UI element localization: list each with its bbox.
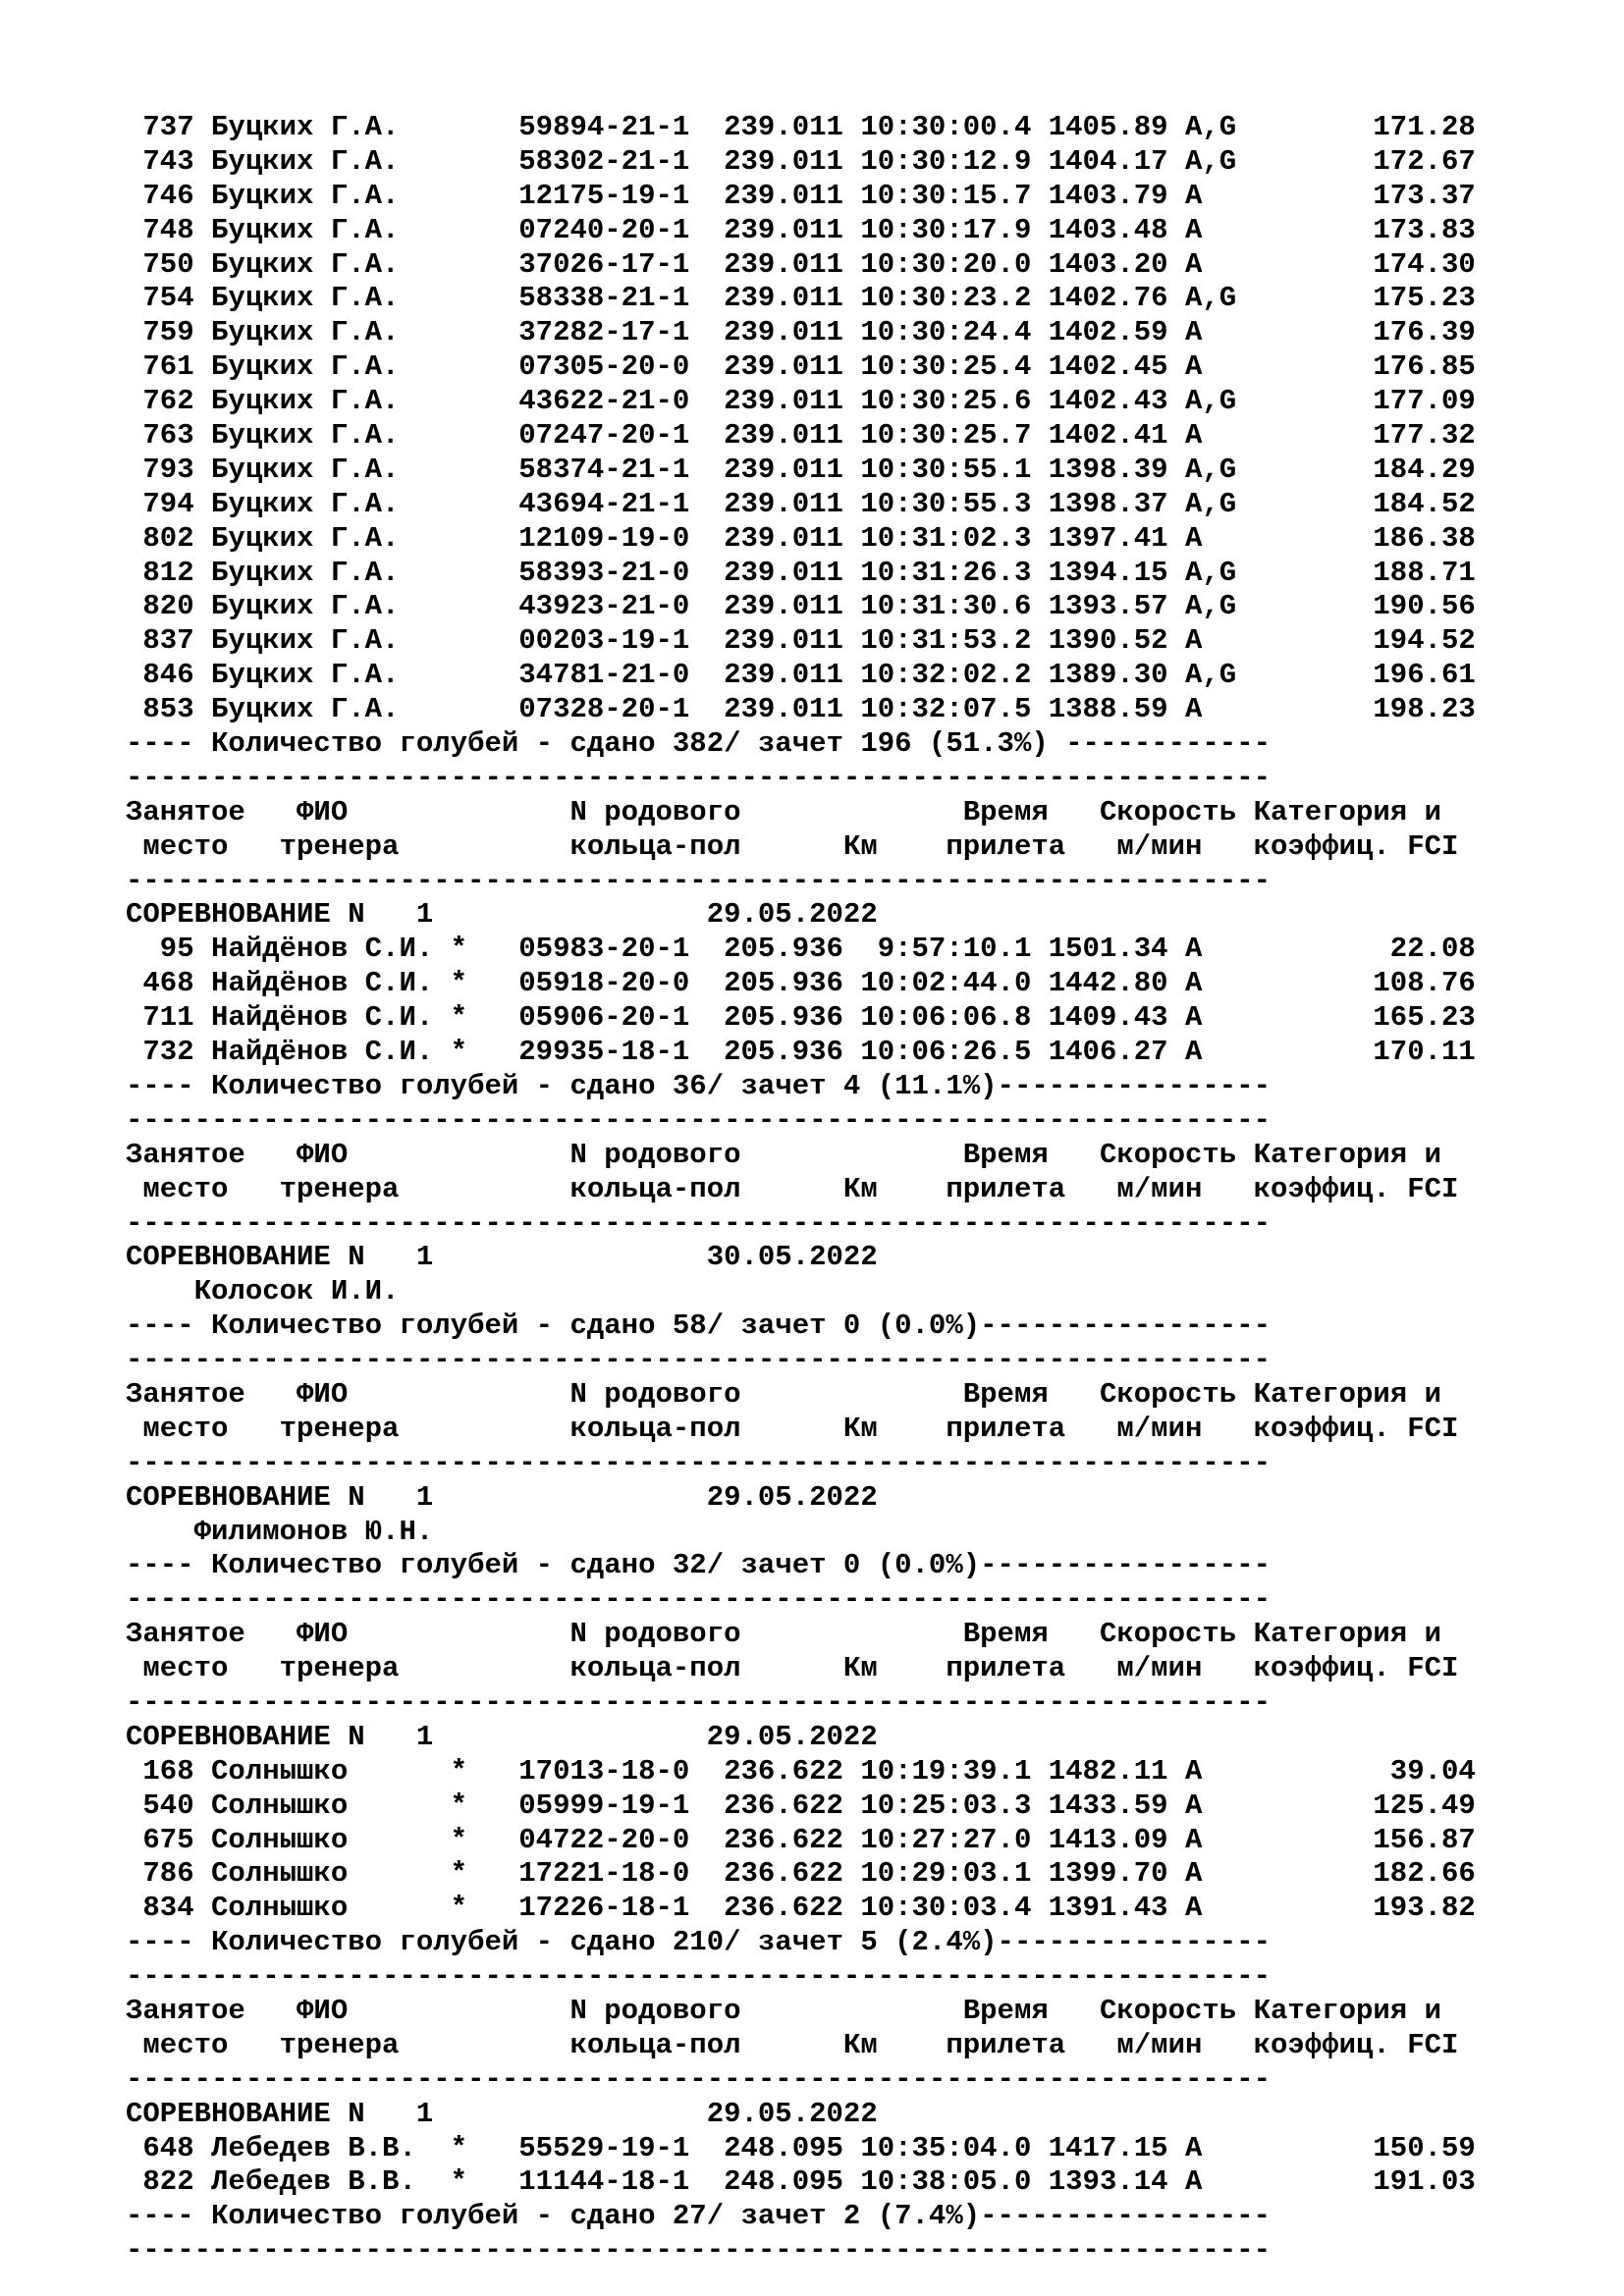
competition-title: СОРЕВНОВАНИЕ N 1 29.05.2022 xyxy=(126,2097,878,2130)
table-row: 822 Лебедев В.В. * 11144-18-1 248.095 10:38:05.0 1393.14 A 191.03 xyxy=(126,2165,1476,2199)
table-row: 750 Буцких Г.А. 37026-17-1 239.011 10:30:20.0 1403.20 A 174.30 xyxy=(126,247,1476,281)
table-row: 763 Буцких Г.А. 07247-20-1 239.011 10:30:25.7 1402.41 A 177.32 xyxy=(126,419,1476,453)
group-summary: ---- Количество голубей - сдано 36/ зачет 4 (11.1%)---------------- xyxy=(126,1069,1271,1102)
competition-title: СОРЕВНОВАНИЕ N 1 30.05.2022 xyxy=(126,1241,878,1274)
column-header: место тренера кольца-пол Км прилета м/мин коэффиц. FCI xyxy=(126,1172,1459,1205)
divider: ------------------------------------------------------------------- xyxy=(126,1344,1271,1377)
table-row: 846 Буцких Г.А. 34781-21-0 239.011 10:32:02.2 1389.30 A,G 196.61 xyxy=(126,659,1476,692)
table-row: 837 Буцких Г.А. 00203-19-1 239.011 10:31:53.2 1390.52 A 194.52 xyxy=(126,624,1476,658)
table-row: 812 Буцких Г.А. 58393-21-0 239.011 10:31:26.3 1394.15 A,G 188.71 xyxy=(126,556,1476,589)
table-row: 540 Солнышко * 05999-19-1 236.622 10:25:03.3 1433.59 A 125.49 xyxy=(126,1789,1476,1822)
divider: ------------------------------------------------------------------- xyxy=(126,1583,1271,1617)
table-row: 743 Буцких Г.А. 58302-21-1 239.011 10:30:12.9 1404.17 A,G 172.67 xyxy=(126,144,1476,178)
trainer-name: Колосок И.И. xyxy=(126,1275,400,1308)
table-row: 834 Солнышко * 17226-18-1 236.622 10:30:03.4 1391.43 A 193.82 xyxy=(126,1892,1476,1925)
table-row: 648 Лебедев В.В. * 55529-19-1 248.095 10:35:04.0 1417.15 A 150.59 xyxy=(126,2131,1476,2164)
group-summary: ---- Количество голубей - сдано 32/ зачет 0 (0.0%)----------------- xyxy=(126,1549,1271,1582)
table-row: 786 Солнышко * 17221-18-0 236.622 10:29:03.1 1399.70 A 182.66 xyxy=(126,1857,1476,1891)
column-header: Занятое ФИО N родового Время Скорость Категория и xyxy=(126,1138,1442,1171)
table-row: 793 Буцких Г.А. 58374-21-1 239.011 10:30:55.1 1398.39 A,G 184.29 xyxy=(126,453,1476,486)
table-row: 853 Буцких Г.А. 07328-20-1 239.011 10:32:07.5 1388.59 A 198.23 xyxy=(126,693,1476,726)
divider: ------------------------------------------------------------------- xyxy=(126,1960,1271,1994)
column-header: Занятое ФИО N родового Время Скорость Категория и xyxy=(126,795,1442,828)
table-row: 468 Найдёнов С.И. * 05918-20-0 205.936 10:02:44.0 1442.80 A 108.76 xyxy=(126,967,1476,1000)
table-row: 820 Буцких Г.А. 43923-21-0 239.011 10:31:30.6 1393.57 A,G 190.56 xyxy=(126,590,1476,623)
divider: ------------------------------------------------------------------- xyxy=(126,1685,1271,1719)
column-header: место тренера кольца-пол Км прилета м/мин коэффиц. FCI xyxy=(126,829,1459,863)
column-header: Занятое ФИО N родового Время Скорость Категория и xyxy=(126,1994,1442,2027)
divider: ------------------------------------------------------------------- xyxy=(126,2062,1271,2096)
table-row: 95 Найдёнов С.И. * 05983-20-1 205.936 9:57:10.1 1501.34 A 22.08 xyxy=(126,933,1476,966)
competition-title: СОРЕВНОВАНИЕ N 1 29.05.2022 xyxy=(126,1480,878,1514)
table-row: 748 Буцких Г.А. 07240-20-1 239.011 10:30:17.9 1403.48 A 173.83 xyxy=(126,213,1476,246)
group-summary: ---- Количество голубей - сдано 382/ зачет 196 (51.3%) ------------ xyxy=(126,727,1271,761)
results-document xyxy=(126,111,1476,2269)
divider: ------------------------------------------------------------------- xyxy=(126,1103,1271,1137)
column-header: Занятое ФИО N родового Время Скорость Категория и xyxy=(126,1377,1442,1411)
table-row: 675 Солнышко * 04722-20-0 236.622 10:27:27.0 1413.09 A 156.87 xyxy=(126,1823,1476,1856)
divider: ------------------------------------------------------------------- xyxy=(126,761,1271,794)
divider: ------------------------------------------------------------------- xyxy=(126,2234,1271,2268)
table-row: 761 Буцких Г.А. 07305-20-0 239.011 10:30:25.4 1402.45 A 176.85 xyxy=(126,350,1476,384)
competition-title: СОРЕВНОВАНИЕ N 1 29.05.2022 xyxy=(126,1720,878,1753)
table-row: 759 Буцких Г.А. 37282-17-1 239.011 10:30:24.4 1402.59 A 176.39 xyxy=(126,316,1476,349)
table-row: 794 Буцких Г.А. 43694-21-1 239.011 10:30:55.3 1398.37 A,G 184.52 xyxy=(126,487,1476,520)
column-header: Занятое ФИО N родового Время Скорость Категория и xyxy=(126,1618,1442,1651)
table-row: 802 Буцких Г.А. 12109-19-0 239.011 10:31:02.3 1397.41 A 186.38 xyxy=(126,521,1476,555)
competition-title: СОРЕВНОВАНИЕ N 1 29.05.2022 xyxy=(126,898,878,932)
table-row: 754 Буцких Г.А. 58338-21-1 239.011 10:30:23.2 1402.76 A,G 175.23 xyxy=(126,282,1476,315)
table-row: 746 Буцких Г.А. 12175-19-1 239.011 10:30:15.7 1403.79 A 173.37 xyxy=(126,179,1476,212)
group-summary: ---- Количество голубей - сдано 210/ зачет 5 (2.4%)---------------- xyxy=(126,1926,1271,1959)
table-row: 762 Буцких Г.А. 43622-21-0 239.011 10:30:25.6 1402.43 A,G 177.09 xyxy=(126,385,1476,418)
table-row: 732 Найдёнов С.И. * 29935-18-1 205.936 10:06:26.5 1406.27 A 170.11 xyxy=(126,1036,1476,1069)
table-row: 168 Солнышко * 17013-18-0 236.622 10:19:39.1 1482.11 A 39.04 xyxy=(126,1754,1476,1788)
column-header: место тренера кольца-пол Км прилета м/мин коэффиц. FCI xyxy=(126,1412,1459,1445)
divider: ------------------------------------------------------------------- xyxy=(126,1206,1271,1240)
divider: ------------------------------------------------------------------- xyxy=(126,1446,1271,1479)
group-summary: ---- Количество голубей - сдано 58/ зачет 0 (0.0%)----------------- xyxy=(126,1309,1271,1343)
table-row: 711 Найдёнов С.И. * 05906-20-1 205.936 10:06:06.8 1409.43 A 165.23 xyxy=(126,1001,1476,1035)
column-header: место тренера кольца-пол Км прилета м/мин коэффиц. FCI xyxy=(126,2028,1459,2061)
group-summary: ---- Количество голубей - сдано 27/ зачет 2 (7.4%)----------------- xyxy=(126,2200,1271,2233)
table-row: 737 Буцких Г.А. 59894-21-1 239.011 10:30:00.4 1405.89 A,G 171.28 xyxy=(126,111,1476,143)
column-header: место тренера кольца-пол Км прилета м/мин коэффиц. FCI xyxy=(126,1652,1459,1685)
trainer-name: Филимонов Ю.Н. xyxy=(126,1515,434,1548)
divider: ------------------------------------------------------------------- xyxy=(126,864,1271,897)
